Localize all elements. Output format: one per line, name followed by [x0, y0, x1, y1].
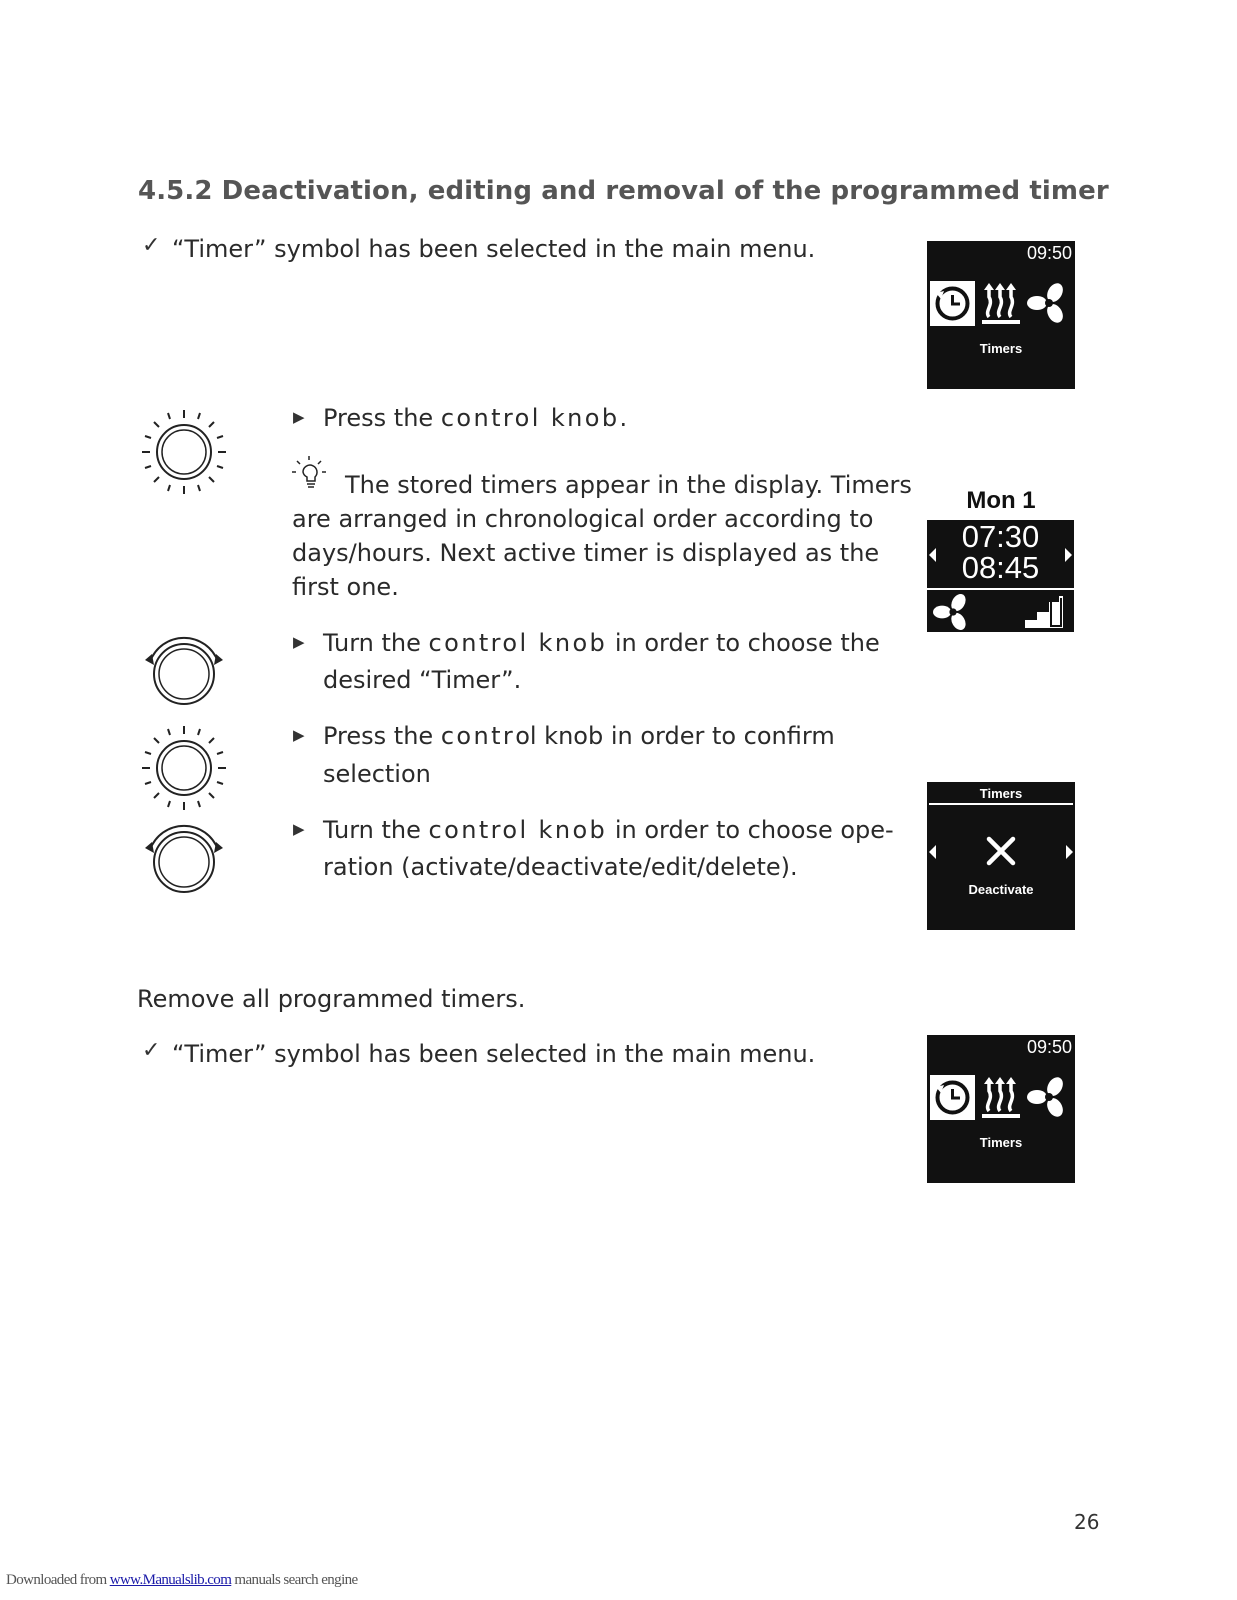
divider	[929, 803, 1073, 805]
prev-arrow-icon	[929, 845, 936, 859]
instruction-text: Press the	[323, 722, 441, 750]
arrow-bullet-icon: ▶	[293, 820, 305, 838]
instruction-text: ration (activate/deactivate/edit/delete).	[323, 853, 798, 881]
knob-press-icon	[140, 724, 228, 812]
power-level-icon	[1013, 594, 1069, 630]
instruction-text: selection	[323, 760, 431, 788]
display-timer-list	[927, 520, 1074, 632]
instruction-turn-knob	[323, 626, 880, 660]
close-x-icon	[986, 836, 1016, 866]
lightbulb-tip-icon	[291, 454, 331, 494]
fan-icon	[933, 592, 973, 632]
arrow-bullet-icon: ▶	[293, 633, 305, 651]
fan-icon	[1027, 281, 1071, 325]
precondition-text: “Timer” symbol has been selected in the main menu.	[172, 1040, 816, 1068]
check-icon: ✓	[142, 1038, 161, 1063]
timer-start-time: 07:30	[961, 519, 1040, 554]
next-arrow-icon	[1066, 845, 1073, 859]
arrow-bullet-icon: ▶	[293, 408, 305, 426]
instruction-text: in order to choose ope-	[607, 816, 894, 844]
page-number: 26	[1074, 1510, 1100, 1534]
check-icon: ✓	[142, 233, 161, 258]
display-main-menu	[927, 241, 1075, 389]
clock-time: 09:50	[1026, 243, 1072, 263]
fan-icon	[1027, 1075, 1071, 1119]
footer	[6, 1572, 358, 1589]
timer-day-label: Mon 1	[966, 487, 1036, 514]
instruction-choose-operation	[323, 813, 894, 847]
heating-icon	[981, 1075, 1021, 1119]
divider	[927, 588, 1074, 590]
clock-time: 09:50	[1026, 1037, 1072, 1057]
instruction-text: Turn the	[323, 816, 429, 844]
timer-icon	[930, 1075, 975, 1120]
manualslib-link[interactable]: www.Manualslib.com	[109, 1572, 232, 1588]
timer-end-time: 08:45	[961, 550, 1040, 585]
instruction-text: ol knob in order to confirm	[515, 722, 835, 750]
arrow-bullet-icon: ▶	[293, 726, 305, 744]
instruction-text: Press the	[323, 404, 441, 432]
knob-turn-icon	[142, 820, 226, 898]
footer-text: Downloaded from	[6, 1572, 110, 1588]
display-main-menu	[927, 1035, 1075, 1183]
operation-title: Timers	[979, 786, 1023, 801]
control-knob-term: control knob	[440, 404, 620, 432]
menu-label: Timers	[979, 341, 1023, 356]
instruction-text: desired “Timer”.	[323, 666, 522, 694]
control-knob-term: contr	[440, 722, 516, 750]
section-heading: 4.5.2 Deactivation, editing and removal of the programmed timer	[138, 176, 1109, 206]
instruction-confirm	[323, 719, 835, 753]
heating-icon	[981, 281, 1021, 325]
control-knob-term: control knob	[428, 816, 608, 844]
tip-text-rest: are arranged in chronological order according to days/hours. Next active timer is displayed as the first one.	[292, 505, 880, 601]
remove-all-text: Remove all programmed timers.	[137, 985, 526, 1013]
menu-label: Timers	[979, 1135, 1023, 1150]
instruction-text: in order to choose the	[607, 629, 880, 657]
control-knob-term: control knob	[428, 629, 608, 657]
display-operation	[927, 782, 1075, 930]
instruction-press-knob	[323, 401, 627, 435]
knob-turn-icon	[142, 632, 226, 710]
operation-label: Deactivate	[968, 882, 1034, 897]
timer-icon	[930, 281, 975, 326]
tip-text-first-line: The stored timers appear in the display. Timers	[345, 471, 912, 499]
instruction-text: .	[619, 404, 628, 432]
instruction-text: Turn the	[323, 629, 429, 657]
knob-press-icon	[140, 408, 228, 496]
precondition-text: “Timer” symbol has been selected in the main menu.	[172, 235, 816, 263]
footer-text: manuals search engine	[231, 1572, 358, 1588]
